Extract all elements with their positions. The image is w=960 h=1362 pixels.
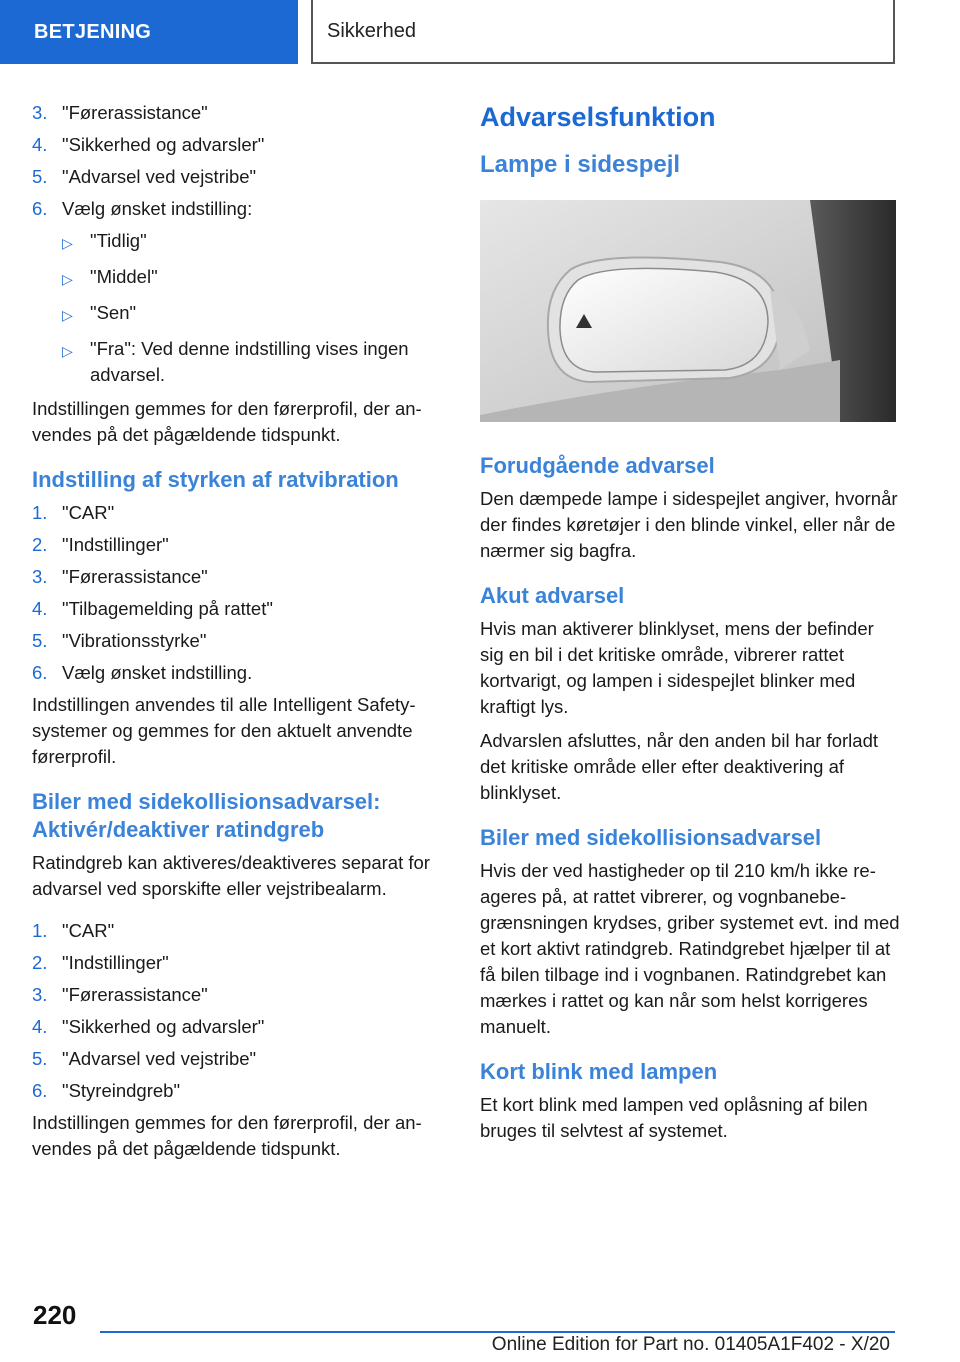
list-item: 3. "Førerassistance" <box>32 984 208 1005</box>
list-item: 5. "Advarsel ved vejstribe" <box>32 1048 257 1069</box>
sub-item: ▷ "Tidlig" <box>62 228 442 256</box>
sub-item: ▷ "Middel" <box>62 264 442 292</box>
list-item: 2. "Indstillinger" <box>32 952 169 973</box>
list-item: 6. Vælg ønsket indstilling: <box>32 198 253 219</box>
footer-divider <box>100 1331 895 1333</box>
triangle-bullet-icon: ▷ <box>62 307 73 323</box>
triangle-bullet-icon: ▷ <box>62 271 73 287</box>
steps-list-1 <box>32 100 442 222</box>
paragraph: Et kort blink med lampen ved oplåsning af bilen bruges til selvtest af systemet. <box>480 1094 868 1141</box>
list-item: 4. "Tilbagemelding på rattet" <box>32 598 273 619</box>
triangle-bullet-icon: ▷ <box>62 235 73 251</box>
paragraph: Advarslen afsluttes, når den anden bil har forladt det kritiske område eller efter deaktivering af blinklyset. <box>480 730 878 803</box>
paragraph: Indstillingen anvendes til alle Intelligent Safety-systemer og gemmes for den aktuelt anvendte førerprofil. <box>32 694 416 767</box>
steps-list-3 <box>32 918 442 1104</box>
section-heading: Indstilling af styrken af ratvibration <box>32 467 399 492</box>
paragraph: Ratindgreb kan aktiveres/deaktiveres separat for advarsel ved sporskifte eller vejstribealarm. <box>32 852 430 899</box>
section-title: BETJENING <box>34 20 152 43</box>
sub-item: ▷ "Sen" <box>62 300 442 328</box>
edition-note: Online Edition for Part no. 01405A1F402 - X/20 <box>491 1334 890 1355</box>
chapter-header <box>311 0 895 64</box>
chapter-title: Sikkerhed <box>327 19 416 42</box>
paragraph: Indstillingen gemmes for den førerprofil, der anvendes på det pågældende tidspunkt. <box>32 1112 422 1159</box>
paragraph: Hvis der ved hastigheder op til 210 km/h ikke reageres på, at rattet vibrerer, og vognbanebegrænsningen krydses, griber systemet evt. ind med et kort aktivt ratindgreb. Ratindgrebet hjælper til at få bilen tilbage ind i vognbanen. Ratindgrebet kan mærkes i rattet og kan når som helst korrigeres manuelt. <box>480 860 900 1037</box>
section-heading: Forudgående advarsel <box>480 453 715 478</box>
list-item: 5. "Advarsel ved vejstribe" <box>32 166 257 187</box>
page-heading: Advarselsfunktion <box>480 102 716 132</box>
list-item: 1. "CAR" <box>32 502 115 523</box>
side-mirror-image <box>480 200 896 422</box>
page-number: 220 <box>33 1300 77 1330</box>
right-column <box>480 100 900 1152</box>
paragraph: Indstillingen gemmes for den førerprofil, der anvendes på det pågældende tidspunkt. <box>32 398 422 445</box>
list-item: 2. "Indstillinger" <box>32 534 169 555</box>
sub-item: ▷ "Fra": Ved denne indstilling vises ingen advarsel. <box>62 336 442 388</box>
section-heading: Kort blink med lampen <box>480 1059 718 1084</box>
section-tab <box>0 0 298 64</box>
list-item: 1. "CAR" <box>32 920 115 941</box>
list-item: 3. "Førerassistance" <box>32 566 208 587</box>
sub-heading: Lampe i sidespejl <box>480 151 681 178</box>
left-column <box>32 100 442 1170</box>
list-item: 3. "Førerassistance" <box>32 102 208 123</box>
section-heading: Biler med sidekollisionsadvarsel <box>480 825 822 850</box>
list-item: 6. "Styreindgreb" <box>32 1080 181 1101</box>
paragraph: Den dæmpede lampe i sidespejlet angiver, hvornår der findes køretøjer i den blinde vinkel, eller når de nærmer sig bagfra. <box>480 488 898 561</box>
paragraph: Hvis man aktiverer blinklyset, mens der befinder sig en bil i det kritiske område, vibrerer rattet kortvarigt, og lampen i sidespejlet blinker med kraftigt lys. <box>480 618 874 717</box>
section-heading: Biler med sidekollisionsadvarsel: Aktivér/deaktiver ratindgreb <box>32 789 381 842</box>
list-item: 4. "Sikkerhed og advarsler" <box>32 134 265 155</box>
list-item: 4. "Sikkerhed og advarsler" <box>32 1016 265 1037</box>
steps-list-2 <box>32 500 442 686</box>
triangle-bullet-icon: ▷ <box>62 343 73 359</box>
list-item: 6. Vælg ønsket indstilling. <box>32 662 253 683</box>
list-item: 5. "Vibrationsstyrke" <box>32 630 207 651</box>
section-heading: Akut advarsel <box>480 583 625 608</box>
